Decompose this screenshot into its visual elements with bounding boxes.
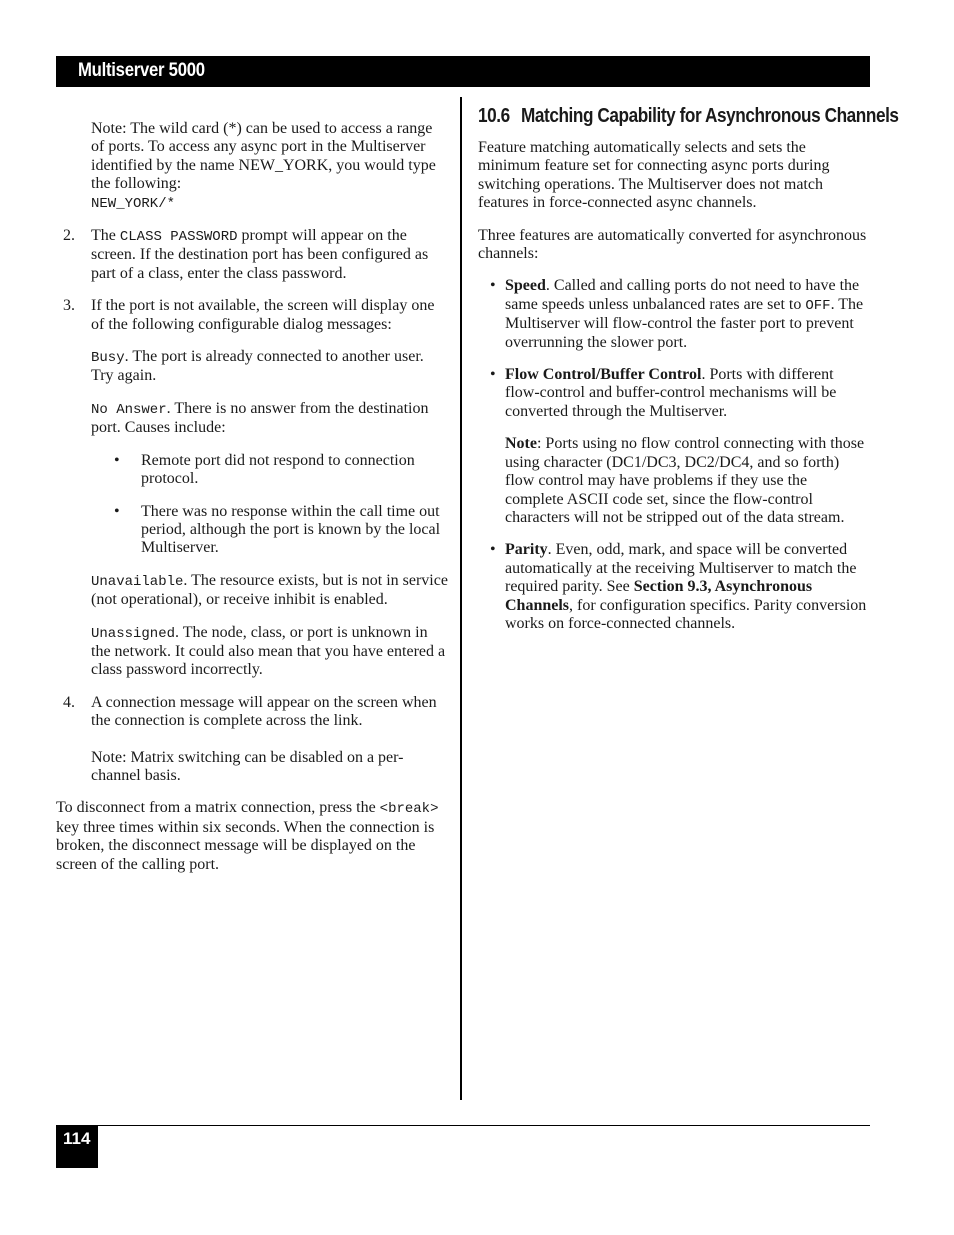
left-column	[56, 120, 448, 874]
page-number-box	[56, 1125, 98, 1168]
list-item-4: 4. A connection message will appear on the screen when the connection is complete across the link.	[63, 693, 437, 730]
list-item-3: 3. If the port is not available, the screen will display one of the following configurable dialog messages:	[63, 297, 435, 333]
matrix-note: Note: Matrix switching can be disabled on a per-channel basis.	[91, 748, 404, 784]
section-title: Matching Capability for Asynchronous Channels	[521, 105, 899, 127]
list-item: • There was no response within the call time out period, although the port is known by the local Multiserver.	[114, 502, 441, 557]
unassigned-message: Unassigned. The node, class, or port is unknown in the network. It could also mean that you have entered a class password incorrectly.	[91, 623, 446, 679]
wildcard-note: Note: The wild card (*) can be used to access a range of ports. To access any async port in the Multiserver identified by the name NEW_YORK, you would type the following: NEW_YORK/*	[91, 120, 436, 212]
section-heading	[478, 104, 899, 129]
list-number: 2.	[63, 227, 75, 245]
bullet-icon: •	[490, 366, 496, 384]
list-item-2: 2. The CLASS PASSWORD prompt will appear on the screen. If the destination port has been configured as part of a class, enter the class password.	[63, 227, 429, 282]
no-answer-message: No Answer. There is no answer from the destination port. Causes include:	[91, 399, 429, 437]
section-reference: Section 9.3, Asynchronous Channels	[505, 578, 813, 614]
busy-message: Busy. The port is already connected to another user. Try again.	[91, 348, 424, 385]
disconnect-paragraph: To disconnect from a matrix connection, press the <break> key three times within six seconds. When the connection is broken, the disconnect message will be displayed on the screen of the calling port.	[56, 799, 439, 873]
list-item: • Remote port did not respond to connection protocol.	[114, 451, 415, 488]
running-header-title: Multiserver 5000	[78, 60, 205, 81]
list-number: 3.	[63, 297, 75, 315]
break-key-code: <break>	[379, 801, 439, 818]
page-number: 114	[63, 1129, 91, 1148]
section-number: 10.6	[478, 105, 510, 127]
wildcard-example-code: NEW_YORK/*	[91, 195, 176, 212]
feature-matching-paragraph: Feature matching automatically selects and sets the minimum feature set for connecting async ports during switching operations. The Multiserver does not match features in force-connected async channels.	[478, 139, 830, 212]
class-password-code: CLASS PASSWORD	[119, 229, 238, 246]
bullet-icon: •	[490, 277, 496, 295]
speed-item: • Speed. Called and calling ports do not need to have the same speeds unless unbalanced rates are set to OFF. The Multiserver will flow-control the faster port to prevent overrunning the slower port.	[490, 277, 864, 351]
unavailable-message: Unavailable. The resource exists, but is not in service (not operational), or receive inhibit is enabled.	[91, 571, 448, 609]
header-bar	[56, 56, 870, 87]
bullet-icon: •	[114, 502, 120, 520]
footer-rule	[98, 1125, 870, 1126]
parity-item: • Parity. Even, odd, mark, and space will be converted automatically at the receiving Multiserver to match the required parity. See Section 9.3, Asynchronous Channels, for configuration specifics. Parity conversion works on force-connected channels.	[490, 541, 867, 632]
list-number: 4.	[63, 693, 75, 711]
bullet-icon: •	[114, 451, 120, 469]
flow-control-note: Note: Ports using no flow control connecting with those using character (DC1/DC3, DC2/DC4, and so forth) flow control may have problems if they use the complete ASCII code set, since the flow-control characters will not be stripped out of the data stream.	[505, 435, 865, 526]
right-column	[478, 104, 899, 633]
three-features-paragraph: Three features are automatically converted for asynchronous channels:	[478, 226, 867, 263]
off-code: OFF	[805, 297, 831, 314]
column-divider	[460, 97, 462, 1100]
flow-control-item: • Flow Control/Buffer Control. Ports with different flow-control and buffer-control mechanisms will be converted through the Multiserver.	[490, 366, 837, 420]
bullet-icon: •	[490, 541, 496, 559]
